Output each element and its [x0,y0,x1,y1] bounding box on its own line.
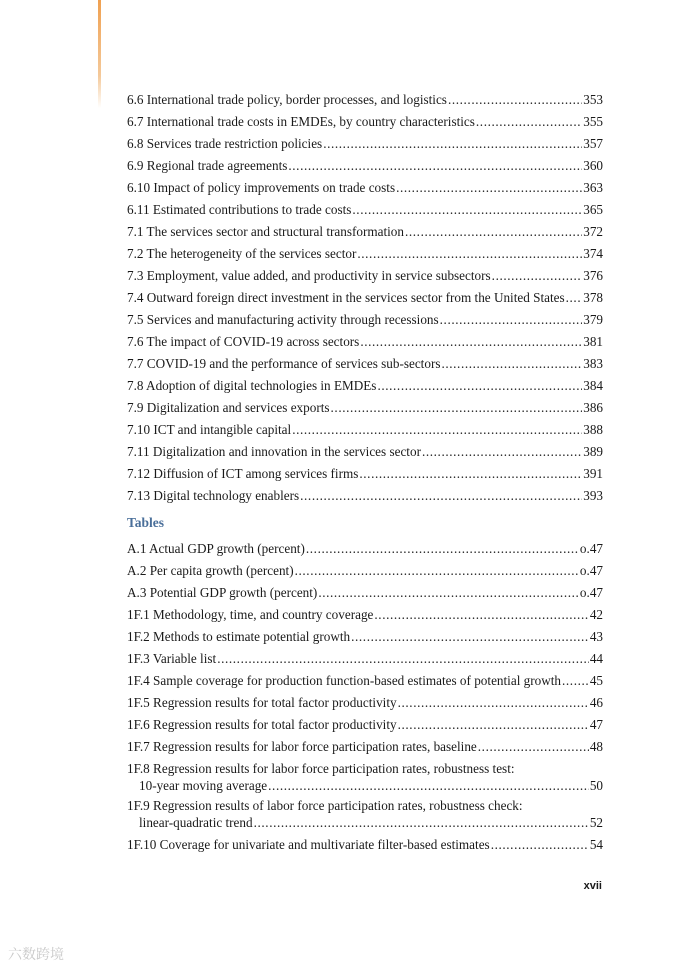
toc-entry[interactable] [127,287,603,309]
entry-page: 46 [589,695,603,710]
entry-label: 7.11 Digitalization and innovation in the services sector [127,444,421,459]
entry-label: 7.12 Diffusion of ICT among services firms [127,466,359,481]
entry-label: A.3 Potential GDP growth (percent) [127,585,318,600]
entry-page: 383 [583,356,603,371]
leader-dots [352,199,582,221]
entry-label: 6.11 Estimated contributions to trade costs [127,202,352,217]
toc-entry[interactable] [127,604,603,626]
toc-entry[interactable] [127,736,603,758]
leader-dots [306,538,579,560]
leader-dots [405,221,582,243]
entry-label: A.2 Per capita growth (percent) [127,563,294,578]
leader-dots [377,375,582,397]
leader-dots [318,582,579,604]
toc-entry[interactable] [127,485,603,507]
entry-page: 374 [583,246,603,261]
toc-entry[interactable] [127,560,603,582]
entry-line2 [127,814,603,831]
toc-entry[interactable] [127,441,603,463]
entry-label: 7.8 Adoption of digital technologies in EMDEs [127,378,377,393]
toc-entry[interactable] [127,692,603,714]
toc-entry-multiline[interactable] [127,760,603,794]
leader-dots [359,463,582,485]
entry-page: 365 [583,202,603,217]
entry-page: 372 [583,224,603,239]
entry-label: 6.6 International trade policy, border processes, and logistics [127,92,447,107]
leader-dots [351,626,589,648]
leader-dots [360,331,582,353]
entry-label-line1: 1F.9 Regression results of labor force participation rates, robustness check: [127,798,523,813]
entry-page: o.47 [579,585,603,600]
entry-page: 42 [589,607,603,622]
entry-page: 386 [583,400,603,415]
watermark: 六数跨境 [8,947,64,963]
entry-label: 1F.7 Regression results for labor force participation rates, baseline [127,739,477,754]
toc-entry[interactable] [127,538,603,560]
tables-list [127,514,603,856]
leader-dots [478,736,589,758]
entry-line2 [127,777,603,794]
entry-label: 1F.4 Sample coverage for production function-based estimates of potential growth [127,673,562,688]
leader-dots [357,243,582,265]
entry-page: 393 [583,488,603,503]
entry-label: 7.1 The services sector and structural transformation [127,224,404,239]
entry-page: 44 [589,651,603,666]
toc-entry[interactable] [127,265,603,287]
entry-page: 381 [583,334,603,349]
toc-entry[interactable] [127,199,603,221]
leader-dots [562,670,589,692]
leader-dots [422,441,582,463]
toc-entry[interactable] [127,331,603,353]
toc-entry[interactable] [127,309,603,331]
leader-dots [492,265,583,287]
entry-page: 388 [583,422,603,437]
toc-entry[interactable] [127,353,603,375]
entry-page: 45 [589,673,603,688]
tables-heading: Tables [127,515,165,530]
entry-label: 7.9 Digitalization and services exports [127,400,330,415]
leader-dots [268,777,589,794]
toc-entry[interactable] [127,714,603,736]
entry-page: 360 [583,158,603,173]
toc-entry[interactable] [127,177,603,199]
entry-label: 7.5 Services and manufacturing activity through recessions [127,312,439,327]
leader-dots [566,287,583,309]
entry-page: o.47 [579,541,603,556]
leader-dots [374,604,588,626]
leader-dots [323,133,582,155]
toc-entry[interactable] [127,463,603,485]
entry-page: 54 [589,837,603,852]
entry-page: 52 [589,815,603,830]
toc-entry[interactable] [127,397,603,419]
toc-entry[interactable] [127,375,603,397]
toc-entry[interactable] [127,89,603,111]
entry-page: 376 [583,268,603,283]
toc-entry[interactable] [127,221,603,243]
entry-label: 1F.1 Methodology, time, and country coverage [127,607,374,622]
toc-entry[interactable] [127,133,603,155]
entry-label: 1F.5 Regression results for total factor productivity [127,695,397,710]
entry-label: 6.7 International trade costs in EMDEs, by country characteristics [127,114,475,129]
entry-page: 378 [583,290,603,305]
accent-bar [98,0,101,108]
leader-dots [295,560,579,582]
leader-dots [288,155,582,177]
entry-page: 48 [589,739,603,754]
entry-page: 391 [583,466,603,481]
entry-label: 7.2 The heterogeneity of the services sector [127,246,357,261]
leader-dots [300,485,582,507]
leader-dots [331,397,583,419]
entry-label: 6.10 Impact of policy improvements on trade costs [127,180,396,195]
leader-dots [440,309,583,331]
toc-entry[interactable] [127,419,603,441]
entry-label-line2: 10-year moving average [139,778,268,793]
leader-dots [292,419,582,441]
leader-dots [448,89,582,111]
entry-page: 357 [583,136,603,151]
toc-entry[interactable] [127,626,603,648]
toc-entry[interactable] [127,834,603,856]
entry-page: 353 [583,92,603,107]
leader-dots [217,648,589,670]
entry-page: o.47 [579,563,603,578]
entry-page: 363 [583,180,603,195]
entry-label-line1: 1F.8 Regression results for labor force participation rates, robustness test: [127,761,515,776]
page-number: xvii [583,880,602,892]
entry-label: A.1 Actual GDP growth (percent) [127,541,305,556]
entry-page: 384 [583,378,603,393]
entry-label-line2: linear-quadratic trend [139,815,253,830]
entry-label: 7.13 Digital technology enablers [127,488,300,503]
entry-page: 389 [583,444,603,459]
entry-label: 7.6 The impact of COVID-19 across sectors [127,334,360,349]
toc-entry-multiline[interactable] [127,797,603,831]
entry-label: 1F.10 Coverage for univariate and multivariate filter-based estimates [127,837,490,852]
leader-dots [254,814,589,831]
entry-label: 7.4 Outward foreign direct investment in the services sector from the United States [127,290,565,305]
entry-page: 50 [589,778,603,793]
leader-dots [476,111,582,133]
entry-page: 355 [583,114,603,129]
entry-page: 47 [589,717,603,732]
entry-label: 7.7 COVID-19 and the performance of services sub-sectors [127,356,441,371]
toc-entry[interactable] [127,243,603,265]
entry-label: 6.9 Regional trade agreements [127,158,288,173]
toc-entry[interactable] [127,648,603,670]
entry-label: 1F.6 Regression results for total factor productivity [127,717,397,732]
toc-entry[interactable] [127,155,603,177]
figures-list [127,89,603,507]
leader-dots [398,692,589,714]
entry-label: 6.8 Services trade restriction policies [127,136,323,151]
toc-entry[interactable] [127,111,603,133]
leader-dots [396,177,582,199]
entry-label: 1F.3 Variable list [127,651,217,666]
leader-dots [398,714,589,736]
entry-label: 1F.2 Methods to estimate potential growth [127,629,351,644]
entry-page: 43 [589,629,603,644]
toc-entry[interactable] [127,670,603,692]
leader-dots [491,834,589,856]
toc-entry[interactable] [127,582,603,604]
entry-label: 7.10 ICT and intangible capital [127,422,292,437]
entry-label: 7.3 Employment, value added, and productivity in service subsectors [127,268,491,283]
entry-page: 379 [583,312,603,327]
leader-dots [441,353,582,375]
